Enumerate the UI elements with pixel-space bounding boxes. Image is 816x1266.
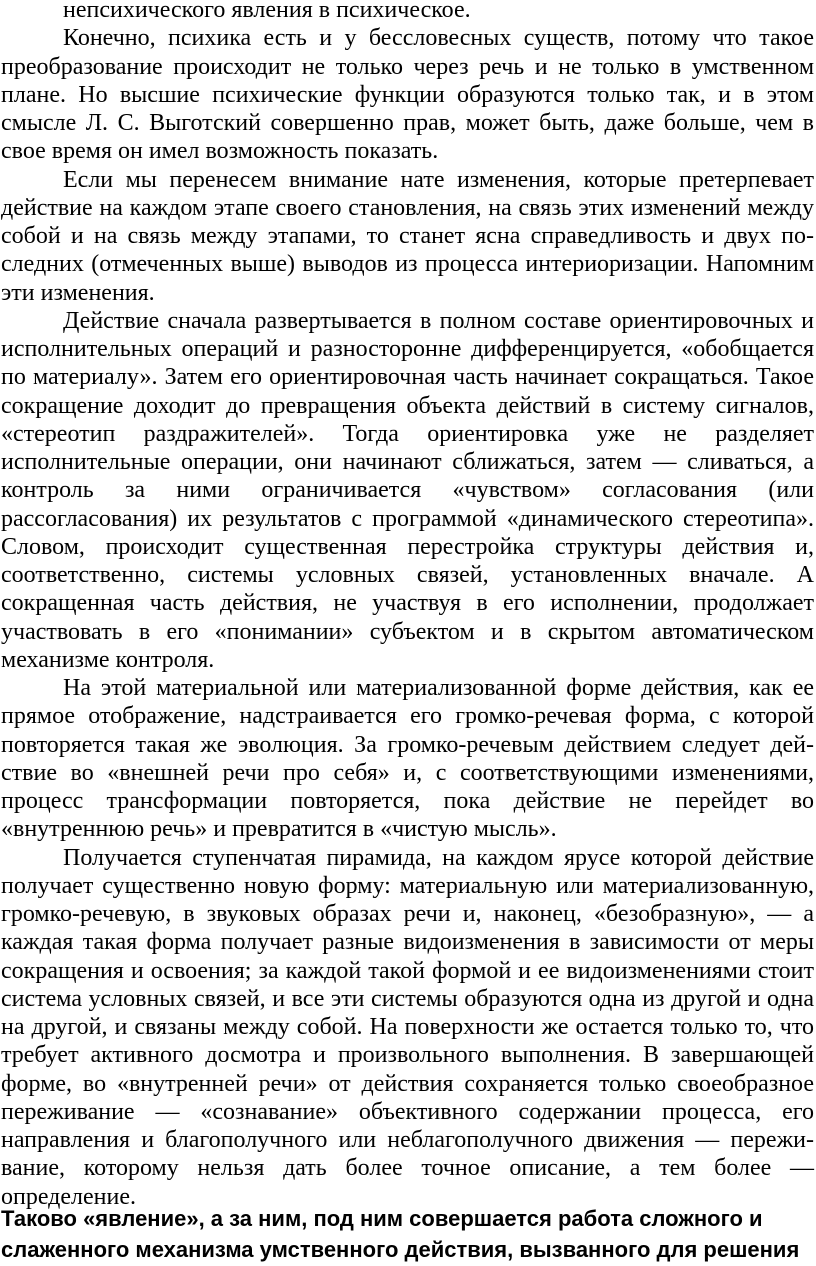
bold-line-2: слаженного механизма умственного действия, вызванного для решения [1,1237,800,1262]
paragraph-5: Получается ступенчатая пирамида, на каждом ярусе которой действие получает существенно новую форму: материальную или материализованную, громко-речевую, в звуковых образах речи и, наконец, «безобразную», — а каждая такая форма получает разные видоизменения в зависимости от меры сокращения и освоения; за каждой такой формой и ее видоизменениями стоит система условных связей, и все эти системы образуются одна из другой и одна на другой, и связаны между собой. На поверхности же остается только то, что требует активного досмотра и произвольного выполнения. В завершающей форме, во «внутренней речи» от действия сохраняется только своеобразное переживание — «сознавание» объективного содержании процесса, его направления и благополучного или неблагополучного движения — переживание, которому нельзя дать более точное описание, а тем более — определение. [1,844,814,1210]
continued-line: непсихического явления в психическое. [63,0,471,23]
bold-line-1: Таково «явление», а за ним, под ним совершается работа сложного и [1,1206,763,1231]
paragraph-1: Конечно, психика есть и у бессловесных существ, потому что такое преобразование происходит не только через речь и не только в умственном плане. Но высшие психические функции образуются только так, и в этом смысле Л. С. Выготский совершенно прав, может быть, даже больше, чем в свое время он имел возможность показать. [1,25,814,165]
main-text [1,0,814,1211]
paragraph-2: Если мы перенесем внимание нате изменения, которые претерпевает действие на каждом этапе своего становления, на связь этих изменений между собой и на связь между этапами, то станет ясна справедливость и двух последних (отмеченных выше) выводов из процесса интериоризации. Напомним эти изменения. [1,166,814,306]
paragraph-3: Действие сначала развертывается в полном составе ориентировочных и исполнительных операций и разносторонне дифференцируется, «обобщается по материалу». Затем его ориентировочная часть начинает сокращаться. Такое сокращение доходит до превращения объекта действий в систему сигналов, «стереотип раздражителей». Тогда ориентировка уже не разделяет исполнительные операции, они начинают сближаться, затем — сливаться, а контроль за ними ограничивается «чувством» согласования (или рассогласования) их результатов с программой «динамического стереотипа». Словом, происходит существенная перестройка структуры действия и, соответственно, системы условных связей, установленных вначале. А сокращенная часть действия, не участвуя в его исполнении, продолжает участвовать в его «понимании» субъектом и в скрытом автоматическом механизме контроля. [1,307,814,673]
paragraph-4: На этой материальной или материализованной форме действия, как ее прямое отображение, надстраивается его громко-речевая форма, с которой повторяется такая же эволюция. За громко-речевым действием следует действие во «внешней речи про себя» и, с соответствующими изменениями, процесс трансформации повторяется, пока действие не перейдет во «внутреннюю речь» и превратится в «чистую мысль». [1,675,814,843]
bold-text [1,1203,814,1265]
